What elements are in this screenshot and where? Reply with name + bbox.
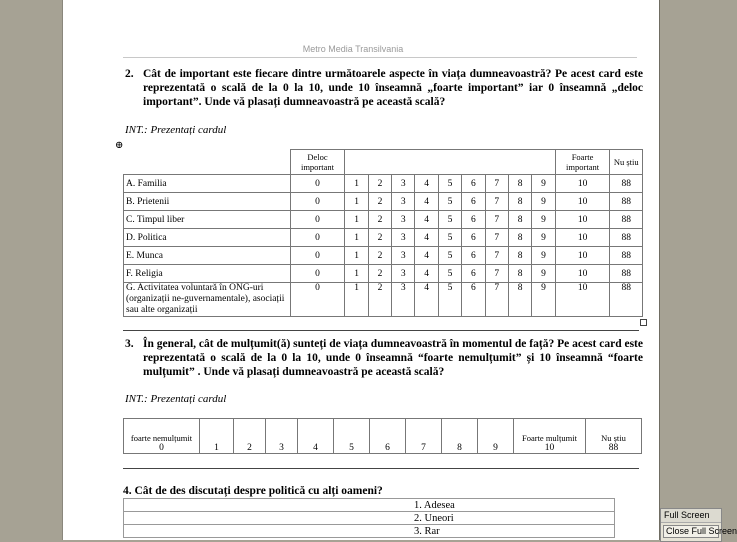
rating-cell[interactable]: 6 [462, 193, 485, 211]
rating-cell[interactable]: 10 [555, 283, 610, 317]
header-blank-cell [508, 150, 531, 175]
scale-value: 88 [608, 443, 619, 453]
frequency-options-table [123, 498, 615, 538]
rating-cell[interactable]: 10 [555, 265, 610, 283]
header-blank-cell [415, 150, 438, 175]
rating-cell[interactable]: 7 [485, 193, 508, 211]
rating-cell[interactable]: 0 [290, 229, 345, 247]
rating-cell[interactable]: 3 [392, 229, 415, 247]
rating-cell[interactable]: 0 [290, 175, 345, 193]
rating-cell[interactable]: 10 [555, 193, 610, 211]
rating-cell[interactable]: 10 [555, 211, 610, 229]
scale-cell[interactable]: 6 [370, 419, 406, 454]
scale-cell-0[interactable] [124, 419, 200, 454]
rating-cell[interactable]: 1 [345, 247, 368, 265]
rating-cell[interactable]: 5 [438, 247, 461, 265]
q3-interviewer-note: INT.: Prezentați cardul [125, 393, 227, 405]
scale-cell[interactable]: 4 [298, 419, 334, 454]
rating-cell[interactable]: 7 [485, 265, 508, 283]
rating-cell[interactable]: 2 [368, 265, 391, 283]
scale-cell[interactable]: 7 [406, 419, 442, 454]
rating-cell[interactable]: 9 [532, 283, 555, 317]
rating-cell[interactable]: 5 [438, 193, 461, 211]
section-divider [123, 330, 639, 331]
satisfaction-table [123, 418, 642, 454]
rating-cell[interactable]: 88 [610, 265, 643, 283]
rating-cell[interactable]: 0 [290, 193, 345, 211]
close-fullscreen-button[interactable]: Close Full Screen [663, 525, 719, 538]
dont-know-label: Nu știu [601, 433, 626, 443]
table-row [124, 211, 643, 229]
table-row [124, 193, 643, 211]
rating-cell[interactable]: 5 [438, 283, 461, 317]
q2-interviewer-note: INT.: Prezentați cardul [125, 124, 227, 136]
rating-cell[interactable]: 7 [485, 247, 508, 265]
rating-cell[interactable]: 8 [508, 283, 531, 317]
rating-cell[interactable]: 2 [368, 283, 391, 317]
question-3-text: În general, cât de mulțumit(ă) sunteți de viața dumneavoastră în momentul de față? Pe acest card este reprezentată o scală de la 0 la 10, unde 0 înseamnă “foarte nemulțumit” și 10 înseamnă “foarte mulțumit” . Unde vă plasați dumneavoastră pe această scală? [143, 338, 643, 378]
scale-cell[interactable]: 1 [200, 419, 234, 454]
rating-cell[interactable]: 6 [462, 175, 485, 193]
answer-option[interactable]: 1. Adesea [124, 499, 615, 512]
scale-cell[interactable]: 9 [478, 419, 514, 454]
rating-cell[interactable]: 6 [462, 283, 485, 317]
rating-cell[interactable]: 9 [532, 229, 555, 247]
scale-cell[interactable]: 3 [266, 419, 298, 454]
rating-cell[interactable]: 10 [555, 229, 610, 247]
row-label: B. Prietenii [124, 193, 291, 211]
scale-cell[interactable]: 5 [334, 419, 370, 454]
rating-cell[interactable]: 9 [532, 265, 555, 283]
rating-cell[interactable]: 7 [485, 283, 508, 317]
scale-cell[interactable]: 2 [234, 419, 266, 454]
rating-cell[interactable]: 88 [610, 229, 643, 247]
satisfaction-row [124, 419, 642, 454]
rating-cell[interactable]: 88 [610, 283, 643, 317]
question-3-number: 3. [125, 338, 134, 350]
header-blank-cell [532, 150, 555, 175]
rating-cell[interactable]: 3 [392, 265, 415, 283]
rating-cell[interactable]: 1 [345, 229, 368, 247]
table-resize-handle[interactable] [640, 319, 647, 326]
page-header: Metro Media Transilvania [302, 44, 404, 54]
rating-cell[interactable]: 7 [485, 229, 508, 247]
rating-cell[interactable]: 9 [532, 175, 555, 193]
rating-cell[interactable]: 7 [485, 175, 508, 193]
question-2-number: 2. [125, 68, 134, 80]
scale-cell-10[interactable] [514, 419, 586, 454]
rating-cell[interactable]: 2 [368, 175, 391, 193]
table-row [124, 265, 643, 283]
header-low: Deloc important [290, 150, 345, 175]
rating-cell[interactable]: 0 [290, 265, 345, 283]
rating-cell[interactable]: 1 [345, 211, 368, 229]
header-blank-cell [462, 150, 485, 175]
importance-header-row [124, 150, 643, 175]
rating-cell[interactable]: 2 [368, 229, 391, 247]
document-page [62, 0, 660, 540]
row-label: C. Timpul liber [124, 211, 291, 229]
rating-cell[interactable]: 3 [392, 247, 415, 265]
rating-cell[interactable]: 88 [610, 247, 643, 265]
rating-cell[interactable]: 5 [438, 175, 461, 193]
rating-cell[interactable]: 6 [462, 247, 485, 265]
rating-cell[interactable]: 88 [610, 193, 643, 211]
rating-cell[interactable]: 9 [532, 193, 555, 211]
scale-value: 0 [159, 443, 164, 453]
header-dont-know: Nu știu [610, 150, 643, 175]
row-label: G. Activitatea voluntară în ONG-uri (organizații ne-guvernamentale), asociații sau alte organizații [124, 283, 291, 317]
rating-cell[interactable]: 8 [508, 193, 531, 211]
list-item [124, 525, 615, 538]
rating-cell[interactable]: 1 [345, 175, 368, 193]
header-empty-cell [124, 150, 291, 175]
rating-cell[interactable]: 10 [555, 247, 610, 265]
rating-cell[interactable]: 1 [345, 265, 368, 283]
table-row [124, 229, 643, 247]
rating-cell[interactable]: 8 [508, 211, 531, 229]
header-blank-cell [392, 150, 415, 175]
rating-cell[interactable]: 5 [438, 211, 461, 229]
header-blank-cell [485, 150, 508, 175]
rating-cell[interactable]: 7 [485, 211, 508, 229]
rating-cell[interactable]: 88 [610, 175, 643, 193]
scale-value: 10 [544, 443, 555, 453]
header-blank-cell [438, 150, 461, 175]
rating-cell[interactable]: 2 [368, 211, 391, 229]
rating-cell[interactable]: 0 [290, 247, 345, 265]
scale-cell[interactable]: 8 [442, 419, 478, 454]
high-label: Foarte mulțumit [521, 433, 577, 443]
header-high: Foarte important [555, 150, 610, 175]
table-anchor-icon[interactable]: ⊕ [115, 140, 124, 151]
rating-cell[interactable]: 4 [415, 193, 438, 211]
question-2 [125, 67, 643, 113]
rating-cell[interactable]: 4 [415, 229, 438, 247]
rating-cell[interactable]: 4 [415, 247, 438, 265]
question-4 [123, 484, 643, 498]
low-label: foarte nemulțumit [130, 433, 193, 443]
rating-cell[interactable]: 2 [368, 193, 391, 211]
rating-cell[interactable]: 8 [508, 175, 531, 193]
rating-cell[interactable]: 4 [415, 211, 438, 229]
table-row [124, 175, 643, 193]
rating-cell[interactable]: 1 [345, 283, 368, 317]
rating-cell[interactable]: 5 [438, 229, 461, 247]
question-4-text: 4. Cât de des discutați despre politică cu alți oameni? [123, 485, 383, 497]
rating-cell[interactable]: 10 [555, 175, 610, 193]
rating-cell[interactable]: 4 [415, 265, 438, 283]
rating-cell[interactable]: 4 [415, 283, 438, 317]
rating-cell[interactable]: 3 [392, 175, 415, 193]
rating-cell[interactable]: 8 [508, 229, 531, 247]
rating-cell[interactable]: 3 [392, 193, 415, 211]
rating-cell[interactable]: 0 [290, 283, 345, 317]
rating-cell[interactable]: 1 [345, 193, 368, 211]
rating-cell[interactable]: 8 [508, 247, 531, 265]
list-item [124, 512, 615, 525]
rating-cell[interactable]: 88 [610, 211, 643, 229]
answer-option[interactable]: 3. Rar [124, 525, 615, 538]
table-row [124, 283, 643, 317]
row-label: A. Familia [124, 175, 291, 193]
section-divider-2 [123, 468, 639, 469]
row-label: D. Politica [124, 229, 291, 247]
rating-cell[interactable]: 0 [290, 211, 345, 229]
table-row [124, 247, 643, 265]
rating-cell[interactable]: 2 [368, 247, 391, 265]
fullscreen-toolbar-title: Full Screen [661, 509, 721, 523]
question-3 [125, 337, 643, 383]
header-blank-cell [345, 150, 368, 175]
rating-cell[interactable]: 3 [392, 211, 415, 229]
rating-cell[interactable]: 9 [532, 211, 555, 229]
rating-cell[interactable]: 4 [415, 175, 438, 193]
rating-cell[interactable]: 6 [462, 211, 485, 229]
list-item [124, 499, 615, 512]
rating-cell[interactable]: 9 [532, 247, 555, 265]
fullscreen-toolbar [660, 508, 737, 542]
row-label: F. Religia [124, 265, 291, 283]
rating-cell[interactable]: 6 [462, 229, 485, 247]
rating-cell[interactable]: 3 [392, 283, 415, 317]
rating-cell[interactable]: 5 [438, 265, 461, 283]
header-divider [123, 57, 637, 58]
importance-table [123, 149, 643, 317]
scale-cell-dont-know[interactable] [586, 419, 642, 454]
rating-cell[interactable]: 6 [462, 265, 485, 283]
question-2-text: Cât de important este fiecare dintre următoarele aspecte în viața dumneavoastră? Pe acest card este reprezentată o scală de la 0 la 10, unde 10 înseamnă „foarte important” iar 0 înseamnă „deloc important”. Unde vă plasați dumneavoastră pe această scală? [143, 68, 643, 108]
header-blank-cell [368, 150, 391, 175]
row-label: E. Munca [124, 247, 291, 265]
rating-cell[interactable]: 8 [508, 265, 531, 283]
answer-option[interactable]: 2. Uneori [124, 512, 615, 525]
